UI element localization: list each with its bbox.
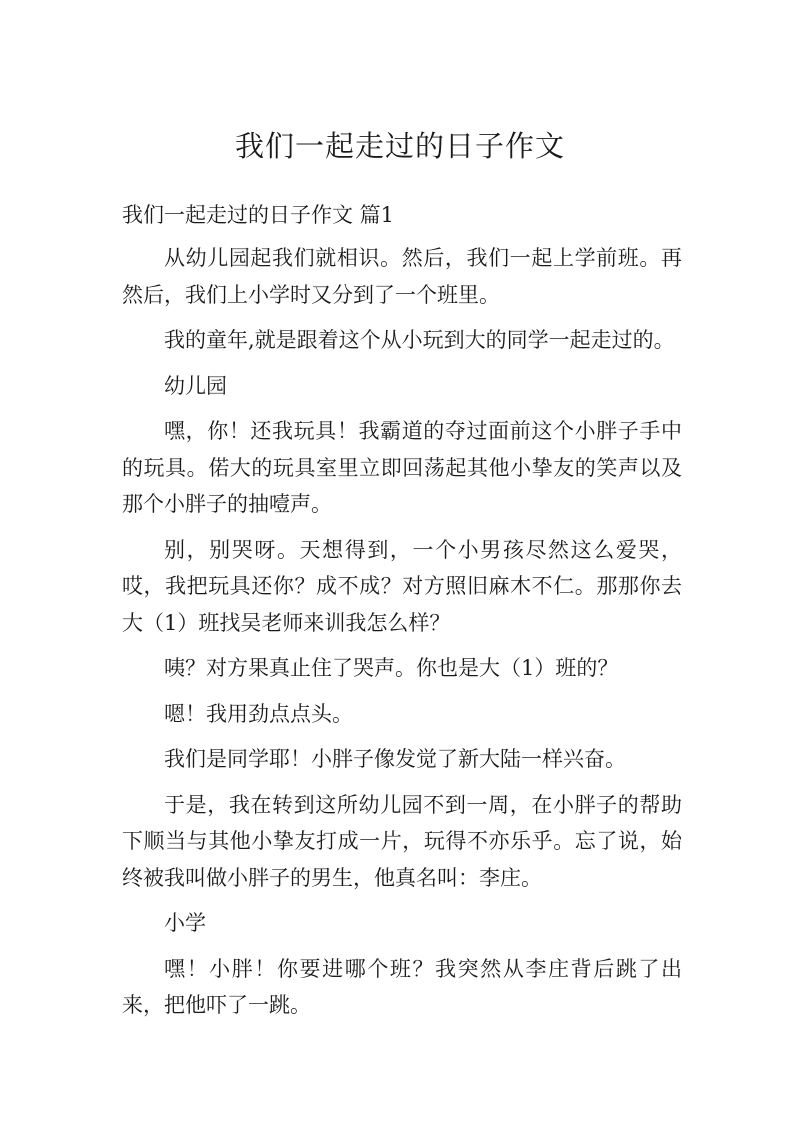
paragraph: 嘿！小胖！你要进哪个班？我突然从李庄背后跳了出来，把他吓了一跳。 — [122, 956, 682, 1017]
section-heading: 我们一起走过的日子作文 篇1 — [122, 203, 395, 227]
paragraph: 别，别哭呀。天想得到，一个小男孩尽然这么爱哭，哎，我把玩具还你？成不成？对方照旧麻木不仁。那那你去大（1）班找吴老师来训我怎么样？ — [122, 537, 682, 635]
document-title: 我们一起走过的日子作文 — [234, 129, 565, 163]
paragraph: 嗯！我用劲点点头。 — [164, 701, 353, 726]
subheading-primary-school: 小学 — [164, 911, 206, 935]
paragraph: 从幼儿园起我们就相识。然后，我们一起上学前班。再然后，我们上小学时又分到了一个班里。 — [122, 246, 682, 307]
paragraph: 咦？对方果真止住了哭声。你也是大（1）班的？ — [164, 656, 619, 680]
paragraph: 于是，我在转到这所幼儿园不到一周，在小胖子的帮助下顺当与其他小挚友打成一片，玩得不亦乐乎。忘了说，始终被我叫做小胖子的男生，他真名叫：李庄。 — [122, 792, 682, 890]
paragraph: 我们是同学耶！小胖子像发觉了新大陆一样兴奋。 — [164, 747, 626, 771]
subheading-kindergarten: 幼儿园 — [164, 373, 227, 398]
paragraph: 嘿，你！还我玩具！我霸道的夺过面前这个小胖子手中的玩具。偌大的玩具室里立即回荡起其他小挚友的笑声以及那个小胖子的抽噎声。 — [122, 419, 682, 516]
document-body — [122, 196, 682, 1033]
paragraph: 我的童年,就是跟着这个从小玩到大的同学一起走过的。 — [164, 328, 675, 352]
